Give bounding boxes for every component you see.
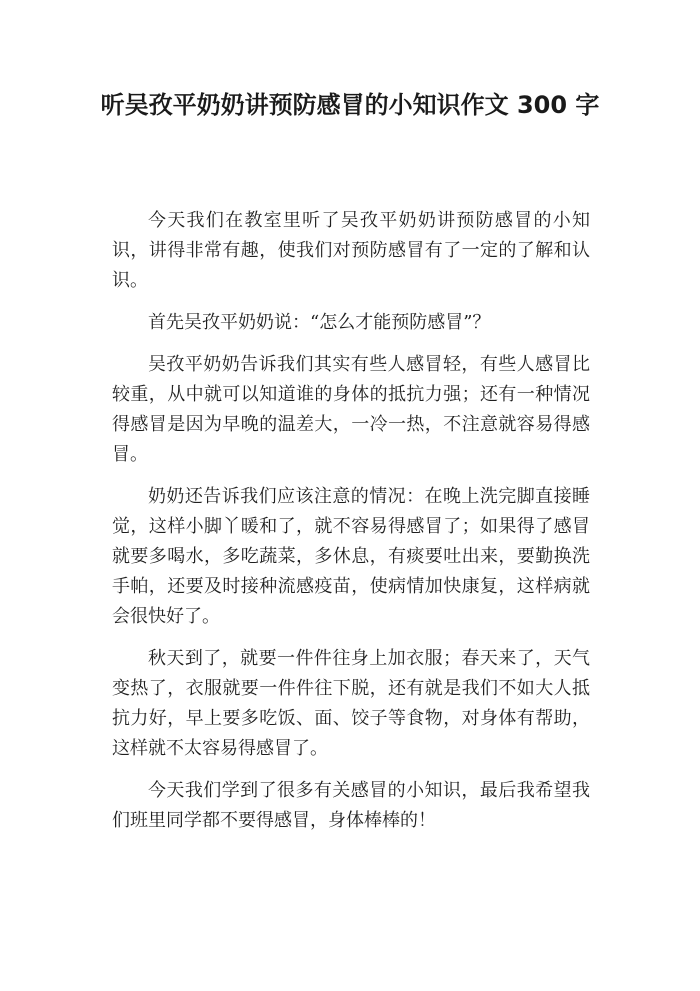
document-body bbox=[112, 206, 590, 848]
paragraph-4: 奶奶还告诉我们应该注意的情况：在晚上洗完脚直接睡觉，这样小脚丫暖和了，就不容易得感冒了；如果得了感冒就要多喝水，多吃蔬菜，多休息，有痰要吐出来，要勤换洗手帕，还要及时接种流感疫苗，使病情加快康复，这样病就会很快好了。 bbox=[112, 486, 590, 627]
paragraph-6: 今天我们学到了很多有关感冒的小知识，最后我希望我们班里同学都不要得感冒，身体棒棒的！ bbox=[112, 780, 590, 831]
document-title: 听吴孜平奶奶讲预防感冒的小知识作文 300 字 bbox=[100, 91, 600, 119]
paragraph-5: 秋天到了，就要一件件往身上加衣服；春天来了，天气变热了，衣服就要一件件往下脱，还有就是我们不如大人抵抗力好，早上要多吃饭、面、饺子等食物，对身体有帮助，这样就不太容易得感冒了。 bbox=[112, 648, 590, 759]
paragraph-3: 吴孜平奶奶告诉我们其实有些人感冒轻，有些人感冒比较重，从中就可以知道谁的身体的抵抗力强；还有一种情况得感冒是因为早晚的温差大，一冷一热，不注意就容易得感冒。 bbox=[112, 354, 590, 465]
paragraph-1: 今天我们在教室里听了吴孜平奶奶讲预防感冒的小知识，讲得非常有趣，使我们对预防感冒有了一定的了解和认识。 bbox=[112, 210, 590, 291]
paragraph-2: 首先吴孜平奶奶说：“怎么才能预防感冒”？ bbox=[148, 312, 491, 333]
